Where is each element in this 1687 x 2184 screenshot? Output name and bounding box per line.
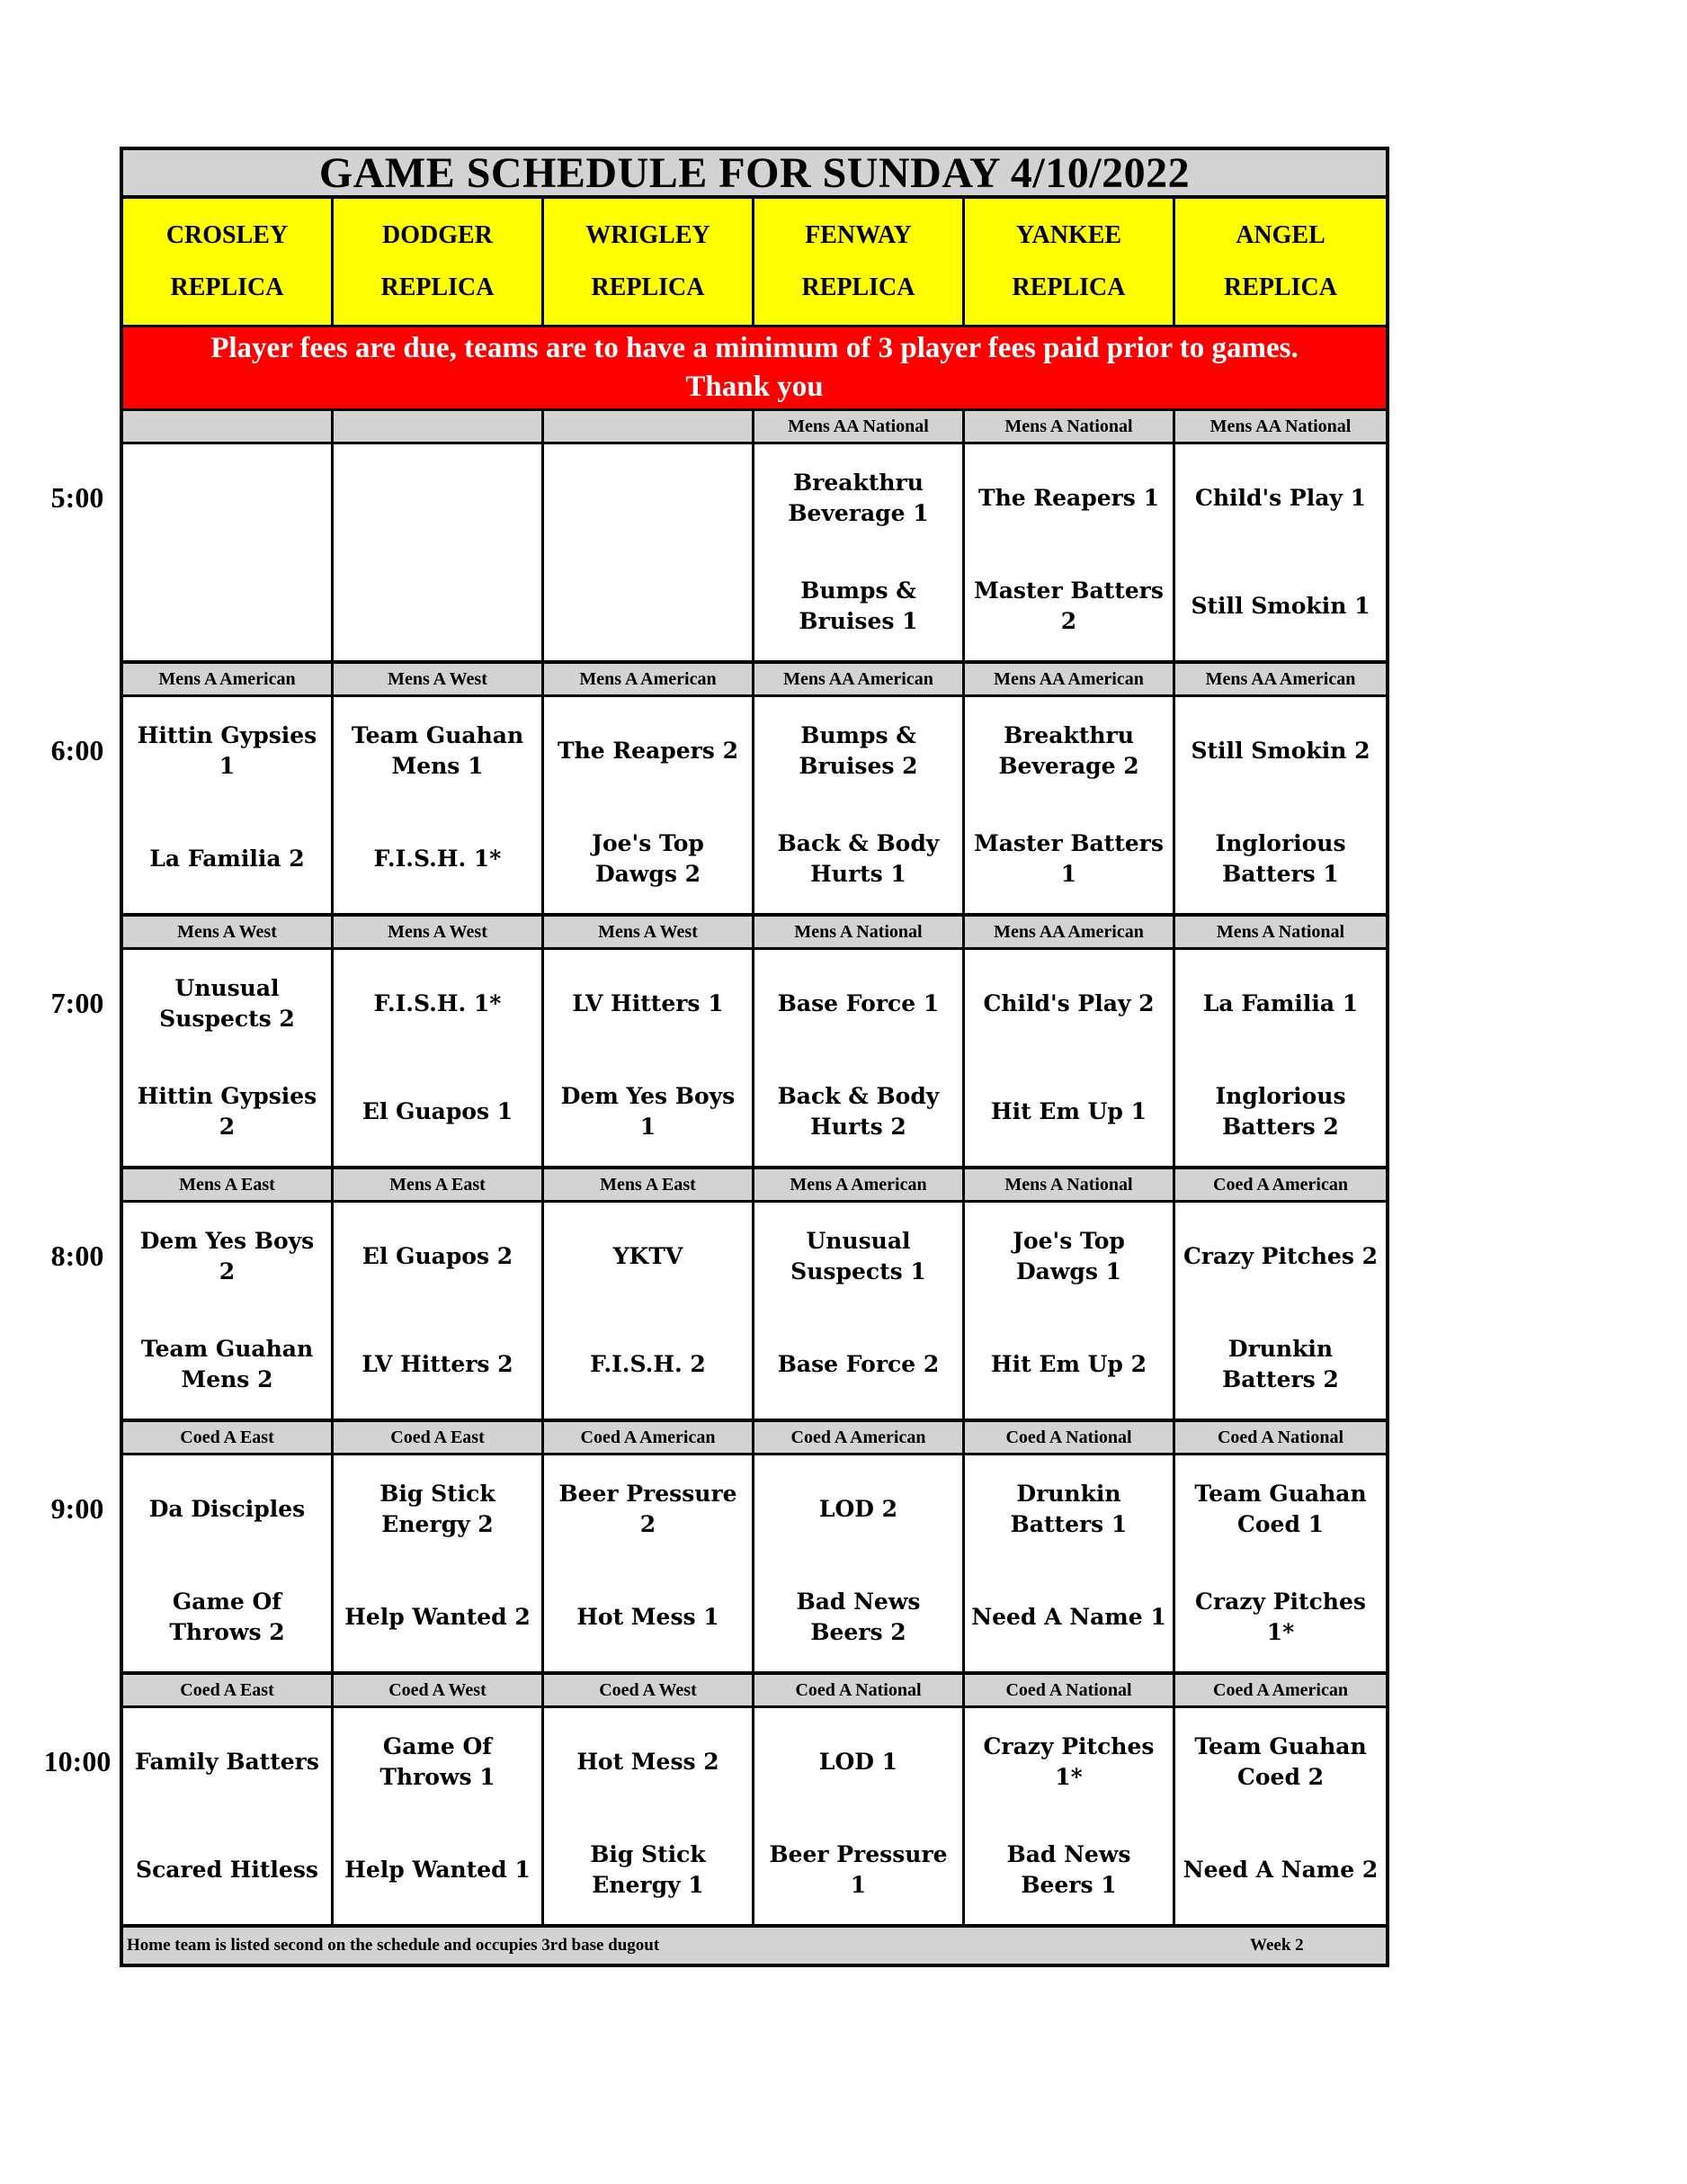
home-team: Drunkin Batters 2	[1222, 1336, 1339, 1392]
time-label: 10:00	[43, 1745, 112, 1777]
home-team: La Familia 2	[149, 846, 305, 872]
notice-line: Player fees are due, teams are to have a minimum of 3 player fees paid prior to games.	[210, 332, 1299, 364]
game-cell	[334, 950, 544, 1166]
game-cell	[754, 697, 965, 913]
home-team: Bumps & Bruises 1	[799, 577, 918, 634]
away-team: LOD 1	[818, 1749, 898, 1775]
field-name: CROSLEY	[165, 221, 289, 250]
away-team	[544, 444, 752, 552]
field-type: REPLICA	[1223, 273, 1337, 301]
division-label: Mens AA National	[1209, 416, 1352, 436]
home-team: Big Stick Energy 1	[590, 1841, 706, 1898]
home-team: Crazy Pitches 1*	[1195, 1589, 1366, 1645]
division-label: Mens A East	[544, 1169, 754, 1200]
away-team: Unusual Suspects 1	[790, 1228, 926, 1284]
home-team: Need A Name 1	[971, 1604, 1166, 1630]
game-cell	[123, 444, 334, 660]
game-cell	[1175, 444, 1386, 660]
division-label: Coed A American	[544, 1422, 754, 1453]
division-label: Mens A West	[123, 917, 334, 947]
home-team: Team Guahan Mens 2	[140, 1336, 314, 1392]
time-label: 9:00	[50, 1492, 104, 1525]
away-team: El Guapos 2	[362, 1243, 513, 1269]
field-header	[754, 199, 965, 325]
game-row	[123, 444, 1386, 664]
away-team: Team Guahan Mens 1	[351, 722, 524, 779]
division-label: Mens AA American	[965, 917, 1175, 947]
division-label: Mens A National	[1216, 921, 1345, 942]
away-team: F.I.S.H. 1*	[373, 990, 502, 1016]
home-team: Hittin Gypsies 2	[137, 1083, 317, 1140]
division-label: Mens A National	[965, 411, 1175, 442]
division-label: Mens AA National	[754, 411, 965, 442]
division-label: Coed A National	[965, 1422, 1175, 1453]
field-header	[965, 199, 1175, 325]
away-team: Family Batters	[135, 1749, 319, 1775]
time-label: 8:00	[50, 1240, 104, 1272]
home-team: Master Batters 2	[974, 577, 1164, 634]
field-type: REPLICA	[170, 273, 284, 301]
field-header	[123, 199, 334, 325]
game-cell	[965, 444, 1175, 660]
division-row	[123, 1675, 1386, 1708]
home-team: Dem Yes Boys 1	[560, 1083, 736, 1140]
division-label: Mens A West	[544, 917, 754, 947]
away-team: Hittin Gypsies 1	[137, 722, 317, 779]
division-row	[123, 411, 1386, 444]
game-cell	[123, 697, 334, 913]
away-team	[123, 444, 331, 552]
game-cell	[544, 1455, 754, 1671]
game-cell	[123, 950, 334, 1166]
away-team: The Reapers 2	[557, 738, 738, 764]
division-label: Coed A American	[1213, 1174, 1348, 1195]
division-label: Mens A American	[754, 1169, 965, 1200]
division-label: Coed A East	[334, 1422, 544, 1453]
away-team: Joe's Top Dawgs 1	[1013, 1228, 1125, 1284]
time-label: 7:00	[50, 987, 104, 1019]
time-label: 6:00	[50, 734, 104, 766]
division-label: Mens AA American	[754, 664, 965, 694]
home-team: Back & Body Hurts 1	[777, 830, 940, 887]
division-label: Mens A East	[334, 1169, 544, 1200]
away-team: Drunkin Batters 1	[1010, 1481, 1128, 1537]
home-team: Master Batters 1	[974, 830, 1164, 887]
away-team: Da Disciples	[148, 1496, 306, 1522]
division-label: Mens AA American	[965, 664, 1175, 694]
schedule-title: GAME SCHEDULE FOR SUNDAY 4/10/2022	[123, 150, 1386, 199]
schedule-table	[120, 147, 1389, 1967]
division-row	[123, 1169, 1386, 1203]
away-team: Child's Play 2	[983, 990, 1155, 1016]
away-team: Team Guahan Coed 2	[1194, 1733, 1367, 1790]
division-label	[334, 411, 544, 442]
division-label: Coed A American	[754, 1422, 965, 1453]
home-team: Back & Body Hurts 2	[777, 1083, 940, 1140]
game-cell	[334, 444, 544, 660]
game-cell	[1175, 1708, 1386, 1924]
game-cell	[754, 1203, 965, 1419]
field-header	[544, 199, 754, 325]
game-cell	[544, 950, 754, 1166]
away-team: Breakthru Beverage 2	[998, 722, 1139, 779]
home-team: LV Hitters 2	[362, 1351, 513, 1377]
away-team: Unusual Suspects 2	[159, 975, 295, 1032]
game-cell	[1175, 1203, 1386, 1419]
game-cell	[123, 1455, 334, 1671]
home-team-note: Home team is listed second on the schedule and occupies 3rd base dugout	[127, 1936, 660, 1955]
division-label: Coed A National	[965, 1675, 1175, 1705]
game-cell	[1175, 1455, 1386, 1671]
division-label: Coed A West	[544, 1675, 754, 1705]
time-label: 5:00	[50, 481, 104, 514]
away-team: The Reapers 1	[977, 485, 1159, 511]
division-label: Coed A National	[754, 1675, 965, 1705]
division-label	[123, 411, 334, 442]
away-team: LOD 2	[818, 1496, 898, 1522]
away-team: Still Smokin 2	[1191, 738, 1370, 764]
field-name: YANKEE	[1015, 221, 1122, 250]
game-cell	[965, 1455, 1175, 1671]
schedule-footer	[123, 1928, 1386, 1964]
home-team: Scared Hitless	[136, 1857, 318, 1883]
division-label: Mens A East	[123, 1169, 334, 1200]
home-team: Bad News Beers 1	[1006, 1841, 1131, 1898]
home-team: Hot Mess 1	[576, 1604, 719, 1630]
division-label: Coed A East	[123, 1675, 334, 1705]
division-row	[123, 1422, 1386, 1455]
away-team	[334, 444, 541, 552]
game-cell	[334, 1708, 544, 1924]
game-cell	[334, 1455, 544, 1671]
home-team: Beer Pressure 1	[769, 1841, 948, 1898]
home-team: Base Force 2	[777, 1351, 940, 1377]
game-cell	[754, 1708, 965, 1924]
game-cell	[965, 1708, 1175, 1924]
division-label	[544, 411, 754, 442]
away-team: LV Hitters 1	[572, 990, 724, 1016]
game-row	[123, 1455, 1386, 1675]
field-name: ANGEL	[1236, 221, 1326, 250]
game-cell	[965, 697, 1175, 913]
game-cell	[965, 950, 1175, 1166]
game-cell	[544, 1203, 754, 1419]
away-team: Hot Mess 2	[576, 1749, 719, 1775]
home-team	[544, 552, 752, 660]
game-cell	[123, 1203, 334, 1419]
away-team: Crazy Pitches 1*	[983, 1733, 1155, 1790]
division-row	[123, 917, 1386, 950]
division-label: Mens A American	[123, 664, 334, 694]
home-team: Hit Em Up 1	[991, 1098, 1147, 1124]
home-team: Bad News Beers 2	[796, 1589, 921, 1645]
week-label: Week 2	[1250, 1936, 1304, 1955]
home-team: F.I.S.H. 2	[590, 1351, 706, 1377]
away-team: Base Force 1	[777, 990, 940, 1016]
field-name: WRIGLEY	[585, 221, 710, 250]
home-team: Help Wanted 2	[344, 1604, 531, 1630]
game-row	[123, 950, 1386, 1169]
game-cell	[754, 950, 965, 1166]
division-label: Coed A East	[123, 1422, 334, 1453]
home-team: Hit Em Up 2	[991, 1351, 1147, 1377]
game-cell	[754, 444, 965, 660]
time-slots	[123, 411, 1386, 1928]
home-team: El Guapos 1	[362, 1098, 513, 1124]
home-team: Game Of Throws 2	[169, 1589, 285, 1645]
division-label: Coed A West	[334, 1675, 544, 1705]
game-cell	[334, 1203, 544, 1419]
fees-notice	[123, 327, 1386, 411]
field-type: REPLICA	[380, 273, 495, 301]
division-row	[123, 664, 1386, 697]
field-header	[334, 199, 544, 325]
division-label: Mens A National	[965, 1169, 1175, 1200]
notice-line: Thank you	[685, 371, 824, 403]
division-label: Mens AA American	[1205, 668, 1356, 689]
division-label: Mens A West	[334, 917, 544, 947]
game-cell	[1175, 697, 1386, 913]
game-cell	[544, 697, 754, 913]
field-type: REPLICA	[801, 273, 915, 301]
game-cell	[754, 1455, 965, 1671]
home-team	[334, 552, 541, 660]
away-team: Child's Play 1	[1194, 485, 1367, 511]
game-cell	[544, 444, 754, 660]
division-label: Mens A National	[754, 917, 965, 947]
game-row	[123, 1708, 1386, 1928]
game-cell	[965, 1203, 1175, 1419]
game-row	[123, 1203, 1386, 1422]
division-label: Mens A West	[334, 664, 544, 694]
home-team: Inglorious Batters 1	[1215, 830, 1346, 887]
away-team: Bumps & Bruises 2	[799, 722, 918, 779]
field-header-row	[123, 199, 1386, 327]
away-team: Dem Yes Boys 2	[139, 1228, 315, 1284]
home-team: F.I.S.H. 1*	[373, 846, 502, 872]
game-cell	[334, 697, 544, 913]
field-name: FENWAY	[805, 221, 912, 250]
home-team	[123, 552, 331, 660]
division-label: Coed A American	[1213, 1679, 1348, 1700]
field-name: DODGER	[382, 221, 493, 250]
home-team: Still Smokin 1	[1191, 593, 1370, 619]
away-team: Breakthru Beverage 1	[788, 470, 929, 526]
division-label: Mens A American	[544, 664, 754, 694]
away-team: Beer Pressure 2	[558, 1481, 737, 1537]
game-cell	[123, 1708, 334, 1924]
away-team: Team Guahan Coed 1	[1194, 1481, 1367, 1537]
field-type: REPLICA	[591, 273, 705, 301]
division-label: Coed A National	[1217, 1427, 1344, 1447]
home-team: Joe's Top Dawgs 2	[592, 830, 704, 887]
home-team: Need A Name 2	[1183, 1857, 1379, 1883]
away-team: Crazy Pitches 2	[1183, 1243, 1378, 1269]
away-team: La Familia 1	[1202, 990, 1359, 1016]
game-row	[123, 697, 1386, 917]
home-team: Help Wanted 1	[344, 1857, 531, 1883]
away-team: Big Stick Energy 2	[379, 1481, 495, 1537]
field-type: REPLICA	[1012, 273, 1126, 301]
game-cell	[1175, 950, 1386, 1166]
away-team: Game Of Throws 1	[379, 1733, 495, 1790]
game-cell	[544, 1708, 754, 1924]
home-team: Inglorious Batters 2	[1215, 1083, 1346, 1140]
field-header	[1175, 199, 1386, 325]
away-team: YKTV	[612, 1243, 683, 1269]
